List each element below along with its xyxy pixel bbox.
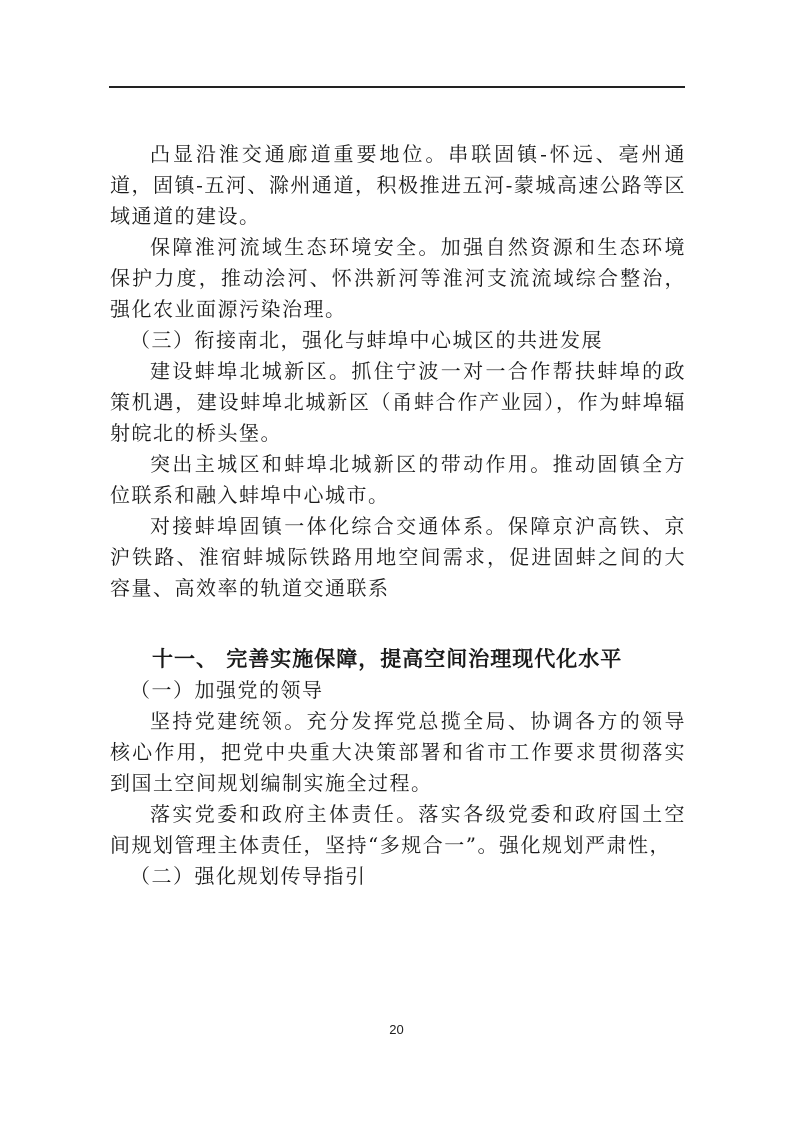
paragraph-ecology: 保障淮河流域生态环境安全。加强自然资源和生态环境保护力度，推动浍河、怀洪新河等淮河支流流域综合整治，强化农业面源污染治理。 [110,235,686,321]
paragraph-north-new-district: 建设蚌埠北城新区。抓住宁波一对一合作帮扶蚌埠的政策机遇，建设蚌埠北城新区（甬蚌合作产业园），作为蚌埠辐射皖北的桥头堡。 [110,359,686,445]
page-body [110,139,686,892]
paragraph-transport-corridor: 凸显沿淮交通廊道重要地位。串联固镇-怀远、亳州通道，固镇-五河、滁州通道，积极推进五河-蒙城高速公路等区域通道的建设。 [110,142,686,228]
header-rule [109,86,685,88]
section-heading-eleven: 十一、 完善实施保障，提高空间治理现代化水平 [152,647,623,671]
subheading-plan-guidance: （二）强化规划传导指引 [130,864,367,888]
paragraph-main-responsibility: 落实党委和政府主体责任。落实各级党委和政府国土空间规划管理主体责任，坚持“多规合一”。强化规划严肃性， [110,802,686,857]
subheading-party-leadership: （一）加强党的领导 [130,678,324,702]
paragraph-main-district-role: 突出主城区和蚌埠北城新区的带动作用。推动固镇全方位联系和融入蚌埠中心城市。 [110,452,686,507]
paragraph-party-building: 坚持党建统领。充分发挥党总揽全局、协调各方的领导核心作用，把党中央重大决策部署和省市工作要求贯彻落实到国土空间规划编制实施全过程。 [110,709,686,795]
subheading-north-south: （三）衔接南北，强化与蚌埠中心城区的共进发展 [130,328,603,352]
paragraph-integrated-transport: 对接蚌埠固镇一体化综合交通体系。保障京沪高铁、京沪铁路、淮宿蚌城际铁路用地空间需求，促进固蚌之间的大容量、高效率的轨道交通联系 [110,514,686,600]
page-number: 20 [389,1022,404,1037]
